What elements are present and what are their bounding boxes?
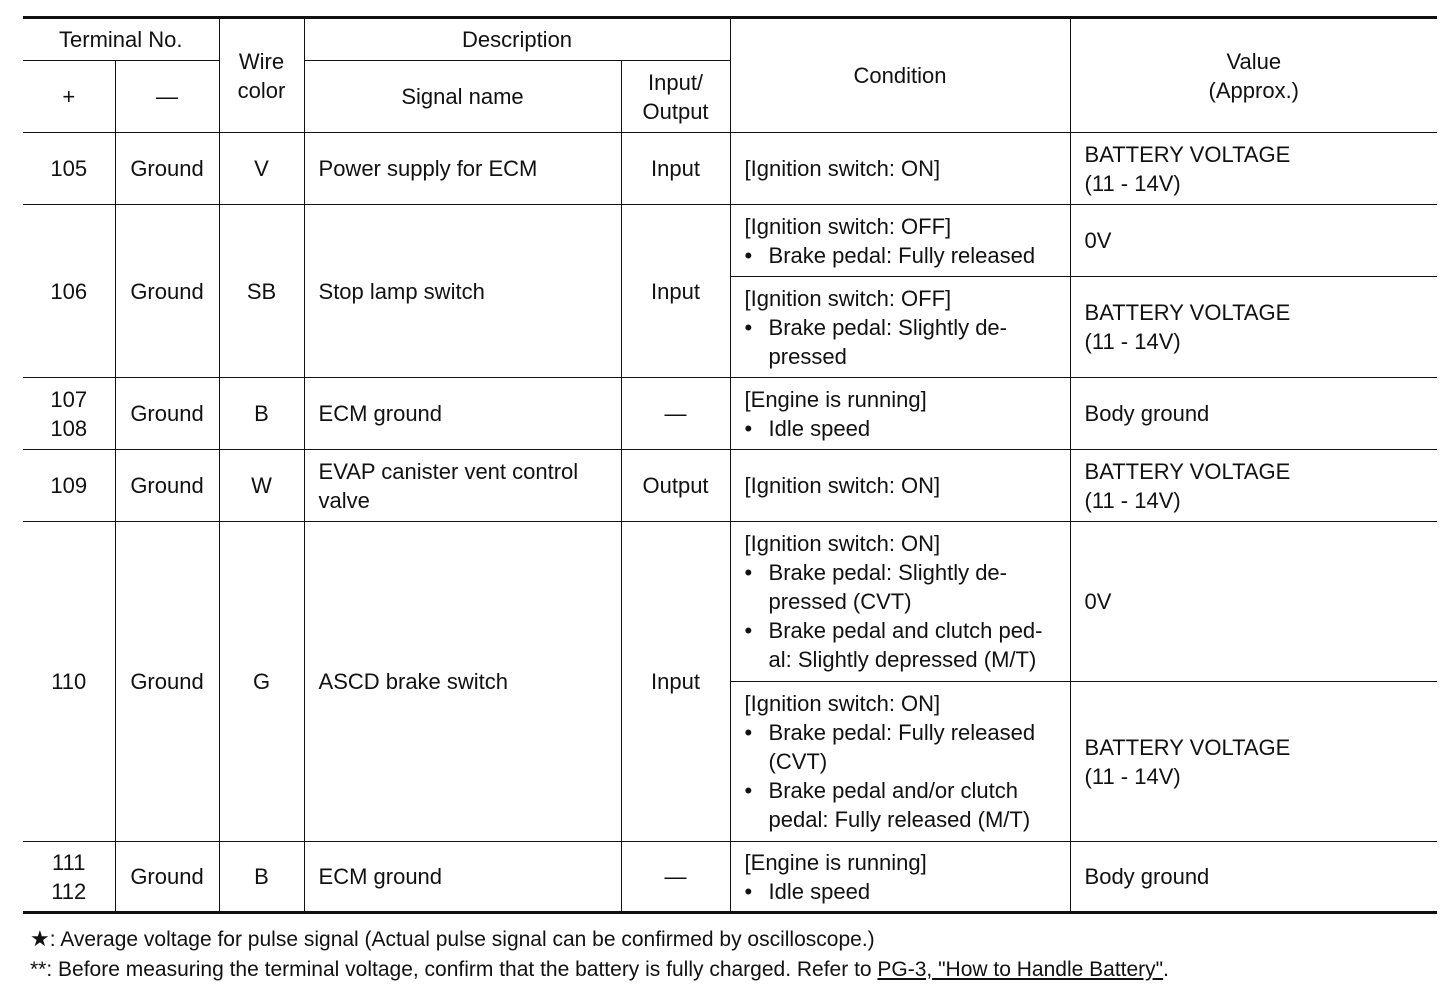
value-text: BATTERY VOLTAGE [1084, 734, 1291, 760]
bullet-icon: • [744, 878, 753, 904]
table-row [23, 522, 1437, 682]
condition-bullet-text: Idle speed [768, 878, 871, 904]
header-wire-color-line1: Wire [238, 48, 285, 74]
star-icon: ★ [30, 926, 50, 951]
header-terminal-no: Terminal No. [23, 18, 219, 61]
input-output-cell: — [621, 378, 730, 450]
input-output-cell: Output [621, 450, 730, 522]
terminal-minus-cell: Ground [115, 450, 219, 522]
header-minus: — [115, 61, 219, 133]
condition-cell [730, 205, 1070, 277]
value-text: Body ground [1084, 401, 1210, 426]
condition-bullet-text: Brake pedal: Slightly de- pressed (CVT) [768, 560, 1007, 614]
condition-heading: [Ignition switch: OFF] [744, 285, 952, 311]
bullet-icon: • [744, 720, 753, 745]
value-text: 0V [1084, 589, 1112, 614]
condition-heading: [Ignition switch: ON] [744, 691, 941, 716]
condition-bullet-text: Brake pedal: Slightly de- pressed [768, 314, 1007, 369]
value-cell [1070, 378, 1437, 450]
bullet-icon: • [744, 618, 753, 643]
signal-name-cell: Stop lamp switch [304, 205, 621, 378]
condition-cell [730, 133, 1070, 205]
footnote-star-text: : Average voltage for pulse signal (Actual pulse signal can be confirmed by oscilloscope.) [49, 928, 875, 951]
condition-bullet [745, 241, 1066, 270]
value-text: BATTERY VOLTAGE [1084, 141, 1291, 167]
condition-bullet [745, 414, 1066, 443]
condition-cell [730, 277, 1070, 378]
header-signal-name: Signal name [304, 61, 621, 133]
terminal-number: 109 [50, 473, 88, 498]
condition-bullet-text: Idle speed [768, 415, 871, 441]
terminal-plus-cell [23, 842, 115, 913]
wire-color-cell: B [219, 842, 304, 913]
condition-cell [730, 378, 1070, 450]
table-row [23, 205, 1437, 277]
header-value-line1: Value [1226, 48, 1282, 74]
wire-color-cell: G [219, 522, 304, 842]
bullet-icon: • [744, 415, 753, 441]
wire-color-cell: W [219, 450, 304, 522]
value-cell [1070, 205, 1437, 277]
condition-bullet-text: Brake pedal and/or clutch pedal: Fully released (M/T) [768, 778, 1031, 832]
condition-bullet-text: Brake pedal and clutch ped- al: Slightly depressed (M/T) [768, 618, 1043, 672]
terminal-number: 106 [50, 278, 88, 304]
table-row [23, 450, 1437, 522]
condition-cell [730, 842, 1070, 913]
condition-bullet [745, 616, 1066, 674]
input-output-cell: Input [621, 205, 730, 378]
footnote-double-star [30, 955, 1169, 985]
signal-name-cell: ASCD brake switch [304, 522, 621, 842]
terminal-plus-cell [23, 450, 115, 522]
footnote-star [30, 924, 1169, 955]
signal-name-cell: ECM ground [304, 842, 621, 913]
input-output-cell: — [621, 842, 730, 913]
bullet-icon: • [744, 242, 753, 268]
condition-cell [730, 682, 1070, 842]
footnote-end: . [1163, 958, 1169, 981]
header-value [1070, 18, 1437, 133]
condition-bullet [745, 313, 1066, 371]
terminal-table [23, 16, 1437, 914]
condition-cell [730, 522, 1070, 682]
value-cell [1070, 522, 1437, 682]
value-text: (11 - 14V) [1084, 487, 1181, 513]
terminal-plus-cell [23, 378, 115, 450]
table-row [23, 842, 1437, 913]
terminal-minus-cell: Ground [115, 205, 219, 378]
condition-heading: [Ignition switch: ON] [744, 531, 941, 556]
signal-name-cell: ECM ground [304, 378, 621, 450]
header-input-output [621, 61, 730, 133]
value-text: (11 - 14V) [1084, 170, 1181, 196]
footnotes [30, 924, 1169, 985]
condition-heading: [Ignition switch: OFF] [744, 213, 952, 239]
value-text: (11 - 14V) [1084, 763, 1181, 789]
terminal-minus-cell: Ground [115, 378, 219, 450]
header-value-line2: (Approx.) [1208, 77, 1300, 103]
value-cell [1070, 133, 1437, 205]
table-row [23, 378, 1437, 450]
condition-heading: [Engine is running] [744, 386, 927, 412]
input-output-cell: Input [621, 133, 730, 205]
table-body [23, 133, 1437, 913]
condition-cell [730, 450, 1070, 522]
header-wire-color [219, 18, 304, 133]
wire-color-cell: SB [219, 205, 304, 378]
value-cell [1070, 277, 1437, 378]
bullet-icon: • [744, 560, 753, 585]
signal-name-cell: EVAP canister vent control valve [304, 450, 621, 522]
terminal-plus-cell [23, 133, 115, 205]
condition-heading: [Ignition switch: ON] [744, 473, 941, 498]
value-text: BATTERY VOLTAGE [1084, 300, 1291, 325]
value-cell [1070, 842, 1437, 913]
wire-color-cell: V [219, 133, 304, 205]
terminal-number: 108 [50, 415, 88, 441]
terminal-number: 110 [51, 669, 87, 694]
header-condition: Condition [730, 18, 1070, 133]
value-cell [1070, 682, 1437, 842]
terminal-plus-cell [23, 522, 115, 842]
terminal-number: 107 [50, 386, 88, 412]
terminal-minus-cell: Ground [115, 842, 219, 913]
footnote-double-star-text: **: Before measuring the terminal voltage, confirm that the battery is fully charged. Refer to [30, 958, 878, 981]
header-io-line1: Input/ [648, 69, 704, 95]
header-description: Description [304, 18, 730, 61]
terminal-minus-cell: Ground [115, 522, 219, 842]
bullet-icon: • [744, 778, 753, 803]
terminal-number: 112 [51, 878, 87, 904]
condition-bullet [745, 558, 1066, 616]
header-plus: + [23, 61, 115, 133]
value-text: BATTERY VOLTAGE [1084, 458, 1291, 484]
signal-name-cell: Power supply for ECM [304, 133, 621, 205]
condition-bullet [745, 877, 1066, 906]
header-io-line2: Output [642, 98, 709, 124]
battery-reference-link[interactable]: PG-3, "How to Handle Battery" [877, 958, 1164, 981]
condition-bullet [745, 718, 1066, 776]
condition-bullet-text: Brake pedal: Fully released [768, 242, 1036, 268]
value-text: 0V [1084, 228, 1112, 253]
condition-bullet [745, 776, 1066, 834]
condition-bullet-text: Brake pedal: Fully released (CVT) [768, 720, 1036, 774]
condition-heading: [Ignition switch: ON] [744, 156, 941, 181]
wire-color-cell: B [219, 378, 304, 450]
terminal-number: 111 [52, 849, 86, 875]
value-text: (11 - 14V) [1084, 329, 1181, 354]
bullet-icon: • [744, 314, 753, 340]
value-text: Body ground [1084, 864, 1210, 889]
terminal-minus-cell: Ground [115, 133, 219, 205]
terminal-plus-cell [23, 205, 115, 378]
condition-heading: [Engine is running] [744, 849, 927, 875]
input-output-cell: Input [621, 522, 730, 842]
value-cell [1070, 450, 1437, 522]
header-wire-color-line2: color [237, 77, 286, 103]
table-row [23, 133, 1437, 205]
terminal-number: 105 [50, 156, 88, 181]
